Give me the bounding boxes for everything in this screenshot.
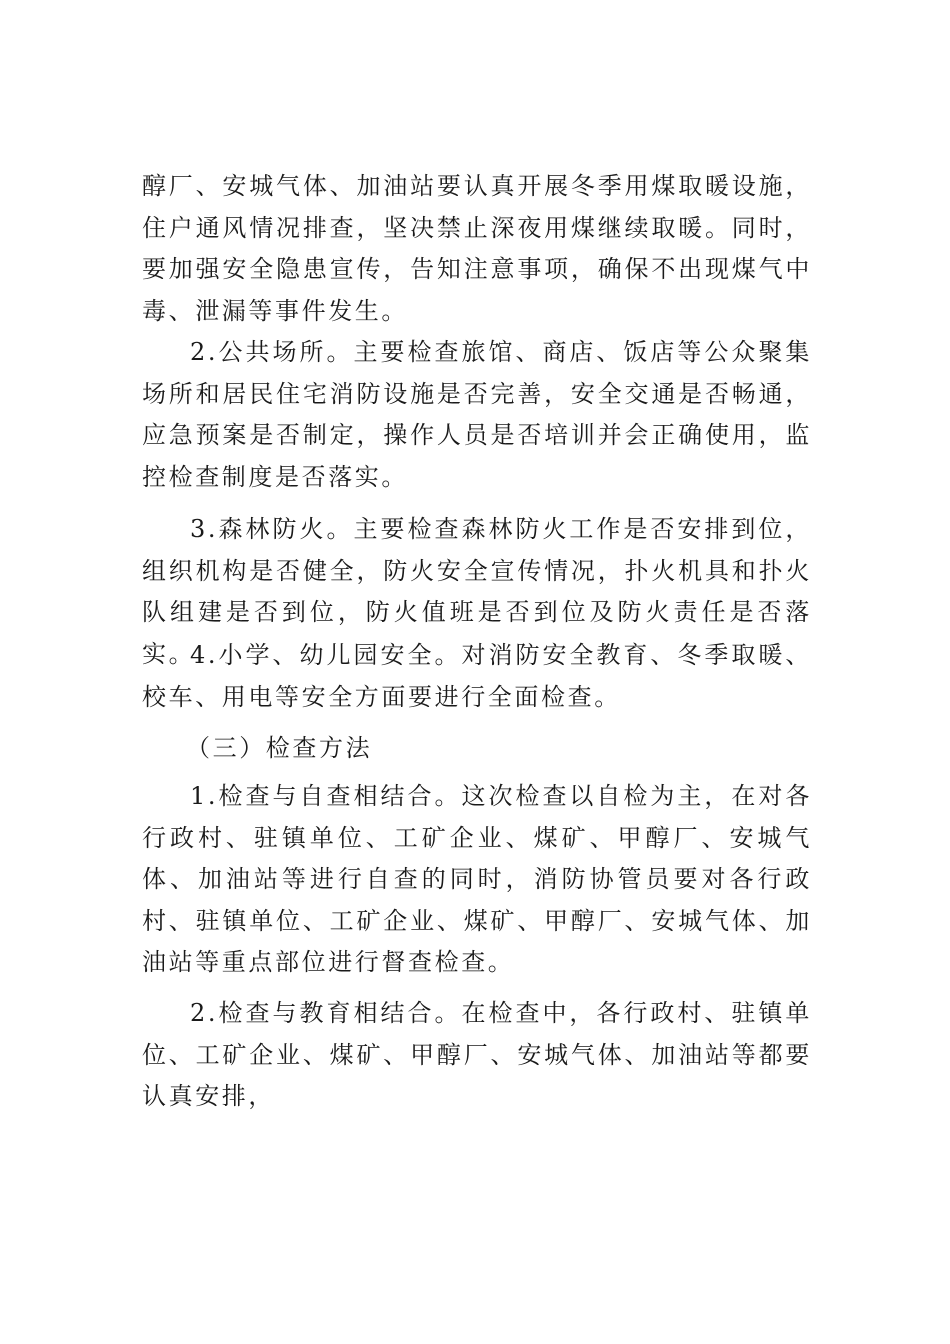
paragraph-heating-safety-continued: 醇厂、安城气体、加油站要认真开展冬季用煤取暖设施，住户通风情况排查，坚决禁止深夜用煤继续取暖。同时，要加强安全隐患宣传，告知注意事项，确保不出现煤气中毒、泄漏等事件发生。 bbox=[142, 172, 812, 325]
paragraph-inspection-education: 2.检查与教育相结合。在检查中，各行政村、驻镇单位、工矿企业、煤矿、甲醇厂、安城气体、加油站等都要认真安排， bbox=[142, 999, 812, 1110]
paragraph-forest-fire-prevention: 3.森林防火。主要检查森林防火工作是否安排到位，组织机构是否健全，防火安全宣传情况，扑火机具和扑火队组建是否到位，防火值班是否到位及防火责任是否落实。 bbox=[142, 515, 812, 668]
section-heading-inspection-methods: （三）检查方法 bbox=[186, 734, 373, 762]
paragraph-school-safety: 4.小学、幼儿园安全。对消防安全教育、冬季取暖、校车、用电等安全方面要进行全面检查。 bbox=[142, 641, 812, 711]
paragraph-self-inspection: 1.检查与自查相结合。这次检查以自检为主，在对各行政村、驻镇单位、工矿企业、煤矿、甲醇厂、安城气体、加油站等进行自查的同时，消防协管员要对各行政村、驻镇单位、工矿企业、煤矿、甲醇厂、安城气体、加油站等重点部位进行督查检查。 bbox=[142, 782, 812, 976]
paragraph-public-places: 2.公共场所。主要检查旅馆、商店、饭店等公众聚集场所和居民住宅消防设施是否完善，安全交通是否畅通，应急预案是否制定，操作人员是否培训并会正确使用，监控检查制度是否落实。 bbox=[142, 338, 812, 491]
